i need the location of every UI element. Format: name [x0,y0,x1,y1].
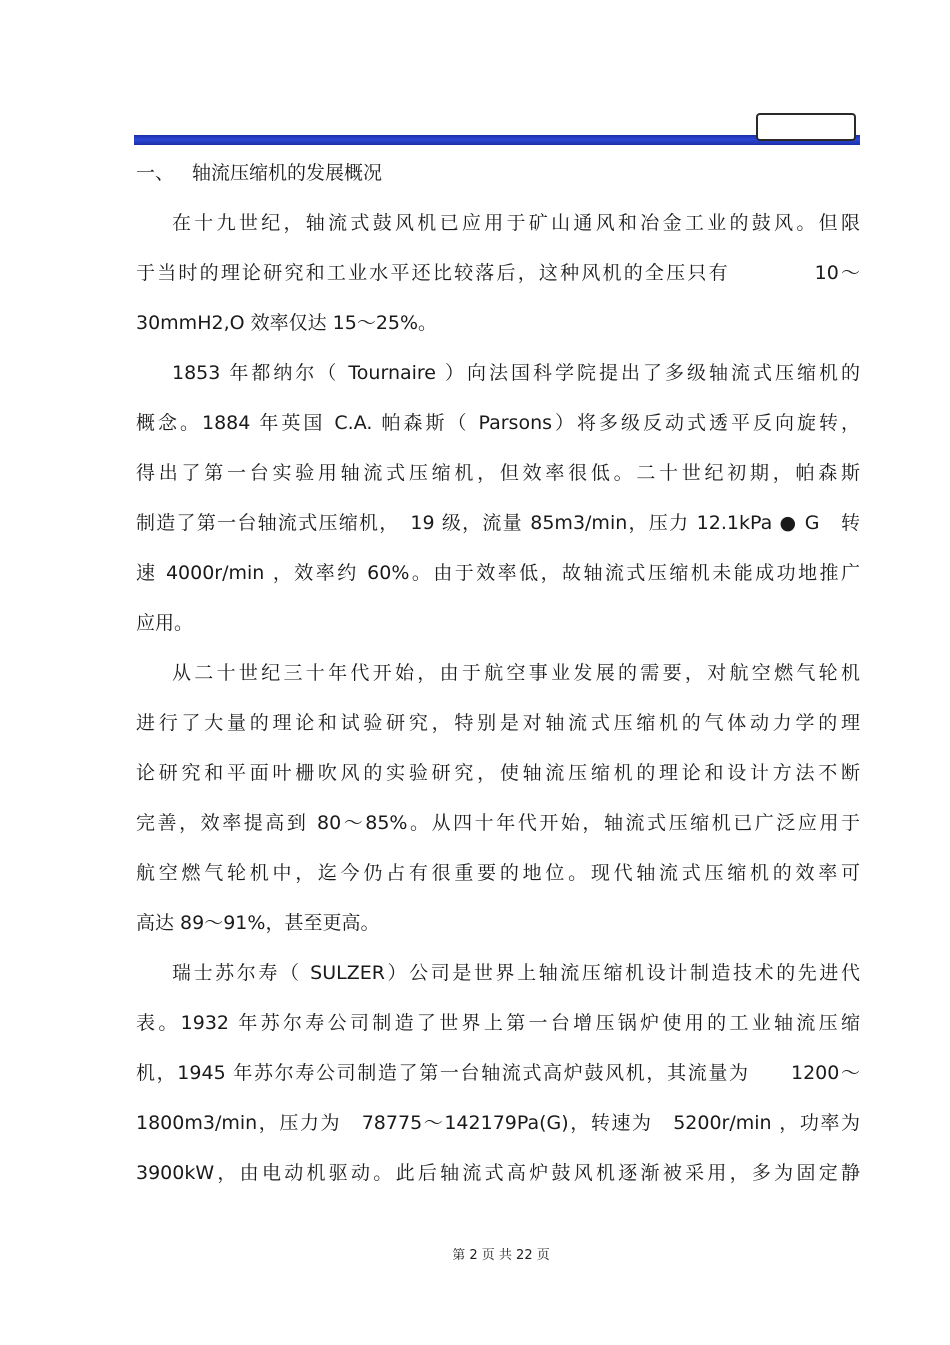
paragraph-line: 在十九世纪，轴流式鼓风机已应用于矿山通风和冶金工业的鼓风。但限 [172,212,860,234]
document-body [136,148,860,1198]
paragraph-line: 论研究和平面叶栅吹风的实验研究，使轴流压缩机的理论和设计方法不断 [136,762,860,784]
paragraph-line: 1853 年都纳尔（ Tournaire ）向法国科学院提出了多级轴流式压缩机的 [172,362,860,384]
paragraph-line: 3900kW，由电动机驱动。此后轴流式高炉鼓风机逐渐被采用，多为固定静 [136,1162,860,1184]
section-title: 轴流压缩机的发展概况 [192,162,383,184]
paragraph-line: 航空燃气轮机中，迄今仍占有很重要的地位。现代轴流式压缩机的效率可 [136,862,860,884]
paragraph-line: 瑞士苏尔寿（ SULZER）公司是世界上轴流压缩机设计制造技术的先进代 [172,962,860,984]
paragraph-line: 机，1945 年苏尔寿公司制造了第一台轴流式高炉鼓风机，其流量为 1200～ [136,1062,860,1084]
paragraph-line: 应用。 [136,612,194,634]
section-heading [136,148,860,198]
header-label-box [756,113,856,141]
section-number: 一、 [136,162,175,184]
paragraph-line: 表。1932 年苏尔寿公司制造了世界上第一台增压锅炉使用的工业轴流压缩 [136,1012,860,1034]
paragraph-line: 速 4000r/min ，效率约 60%。由于效率低，故轴流式压缩机未能成功地推广 [136,562,860,584]
header-rule [134,135,860,145]
paragraph-line: 高达 89～91%，甚至更高。 [136,912,380,934]
paragraph-line: 得出了第一台实验用轴流式压缩机，但效率很低。二十世纪初期，帕森斯 [136,462,860,484]
paragraph-line: 概念。1884 年英国 C.A. 帕森斯（ Parsons）将多级反动式透平反向旋转， [136,412,860,434]
paragraph-line: 于当时的理论研究和工业水平还比较落后，这种风机的全压只有 10～ [136,262,860,284]
paragraph-line: 从二十世纪三十年代开始，由于航空事业发展的需要，对航空燃气轮机 [172,662,860,684]
paragraph-line: 30mmH2,O 效率仅达 15～25%。 [136,312,438,334]
paragraph-line: 完善，效率提高到 80～85%。从四十年代开始，轴流式压缩机已广泛应用于 [136,812,860,834]
page-footer: 第 2 页 共 22 页 [452,1248,550,1263]
paragraph-line: 1800m3/min，压力为 78775～142179Pa(G)，转速为 5200r/min ，功率为 [136,1112,860,1134]
paragraph-line: 进行了大量的理论和试验研究，特别是对轴流式压缩机的气体动力学的理 [136,712,860,734]
paragraph-line: 制造了第一台轴流式压缩机， 19 级，流量 85m3/min，压力 12.1kPa ● G 转 [136,512,860,534]
